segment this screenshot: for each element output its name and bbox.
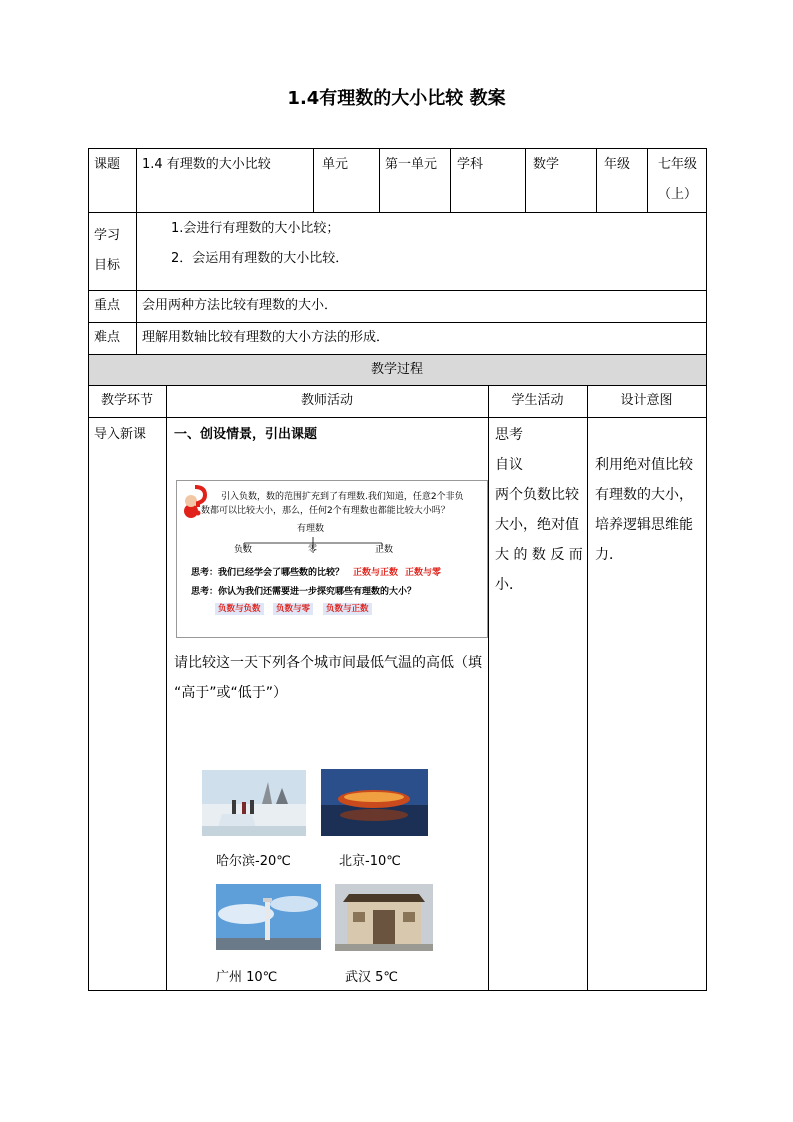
q2-answer-3: 负数与正数: [323, 603, 372, 615]
guangzhou-photo: [216, 884, 321, 950]
col-header-student: 学生活动: [511, 393, 564, 408]
goals-label-line2: 目标: [94, 258, 121, 273]
question-mark-icon: [179, 483, 209, 523]
grade-value-line1: 七年级: [657, 157, 697, 172]
student-line-5: 大 的 数 反 而: [495, 547, 583, 563]
slide-question-2: 思考：你认为我们还需要进一步探究哪些有理数的大小？: [191, 587, 417, 597]
goals-label-line1: 学习: [94, 228, 121, 243]
intent-line-1: 利用绝对值比较: [595, 457, 693, 473]
student-line-4: 大小，绝对值: [495, 517, 579, 533]
harbin-photo: [202, 770, 306, 836]
tree-child-zero: 零: [308, 545, 318, 555]
q2-answer-1: 负数与负数: [215, 603, 264, 615]
student-line-1: 思考: [495, 427, 523, 443]
intent-line-3: 培养逻辑思维能: [595, 517, 693, 533]
slide-question-1: 思考：我们已经学会了哪些数的比较？: [191, 568, 345, 578]
beijing-photo: [321, 769, 428, 836]
wuhan-photo: [335, 884, 433, 951]
key-point-label: 重点: [94, 298, 121, 313]
caption-harbin: 哈尔滨-20℃: [216, 854, 291, 869]
tree-child-negative: 负数: [234, 545, 253, 555]
grade-value-line2: （上）: [657, 187, 697, 202]
student-line-2: 自议: [495, 457, 523, 473]
topic-value: 1.4 有理数的大小比较: [142, 157, 271, 172]
subject-label: 学科: [457, 157, 484, 172]
goal-item-2: 2．会运用有理数的大小比较．: [171, 251, 349, 266]
topic-label: 课题: [94, 157, 121, 172]
col-header-stage: 教学环节: [100, 393, 153, 408]
process-header: 教学过程: [370, 362, 423, 377]
teacher-heading: 一、创设情景，引出课题: [174, 427, 318, 442]
caption-wuhan: 武汉 5℃: [345, 970, 399, 985]
q1-answer-2: 正数与零: [405, 568, 442, 578]
key-point-text: 会用两种方法比较有理数的大小．: [142, 298, 338, 313]
col-header-teacher: 教师活动: [300, 393, 353, 408]
student-line-6: 小．: [495, 577, 523, 593]
grade-label: 年级: [604, 157, 631, 172]
unit-label: 单元: [322, 157, 349, 172]
slide-intro-line2: 数都可以比较大小，那么，任何2个有理数也都能比较大小吗？: [201, 506, 450, 516]
intent-line-2: 有理数的大小，: [595, 487, 693, 503]
intent-line-4: 力．: [595, 547, 623, 563]
stage-name: 导入新课: [94, 427, 147, 442]
slide-intro-line1: 引入负数，数的范围扩充到了有理数.我们知道，任意2个非负: [221, 492, 464, 502]
student-line-3: 两个负数比较: [495, 487, 579, 503]
unit-value: 第一单元: [385, 157, 438, 172]
q1-answer-1: 正数与正数: [353, 568, 399, 578]
document-title: 1.4有理数的大小比较 教案: [287, 88, 506, 109]
goal-item-1: 1.会进行有理数的大小比较；: [171, 221, 340, 236]
lesson-slide: [176, 480, 488, 638]
difficulty-label: 难点: [94, 330, 121, 345]
task-line1: 请比较这一天下列各个城市间最低气温的高低（填: [174, 655, 482, 671]
q2-answer-2: 负数与零: [273, 603, 313, 615]
tree-root: 有理数: [297, 524, 325, 534]
caption-guangzhou: 广州 10℃: [216, 970, 278, 985]
caption-beijing: 北京-10℃: [339, 854, 401, 869]
difficulty-text: 理解用数轴比较有理数的大小方法的形成．: [142, 330, 390, 345]
col-header-intent: 设计意图: [620, 393, 673, 408]
task-line2: “高于”或“低于”）: [174, 685, 288, 701]
tree-child-positive: 正数: [375, 545, 394, 555]
subject-value: 数学: [533, 157, 560, 172]
tree-lines: [177, 535, 489, 555]
